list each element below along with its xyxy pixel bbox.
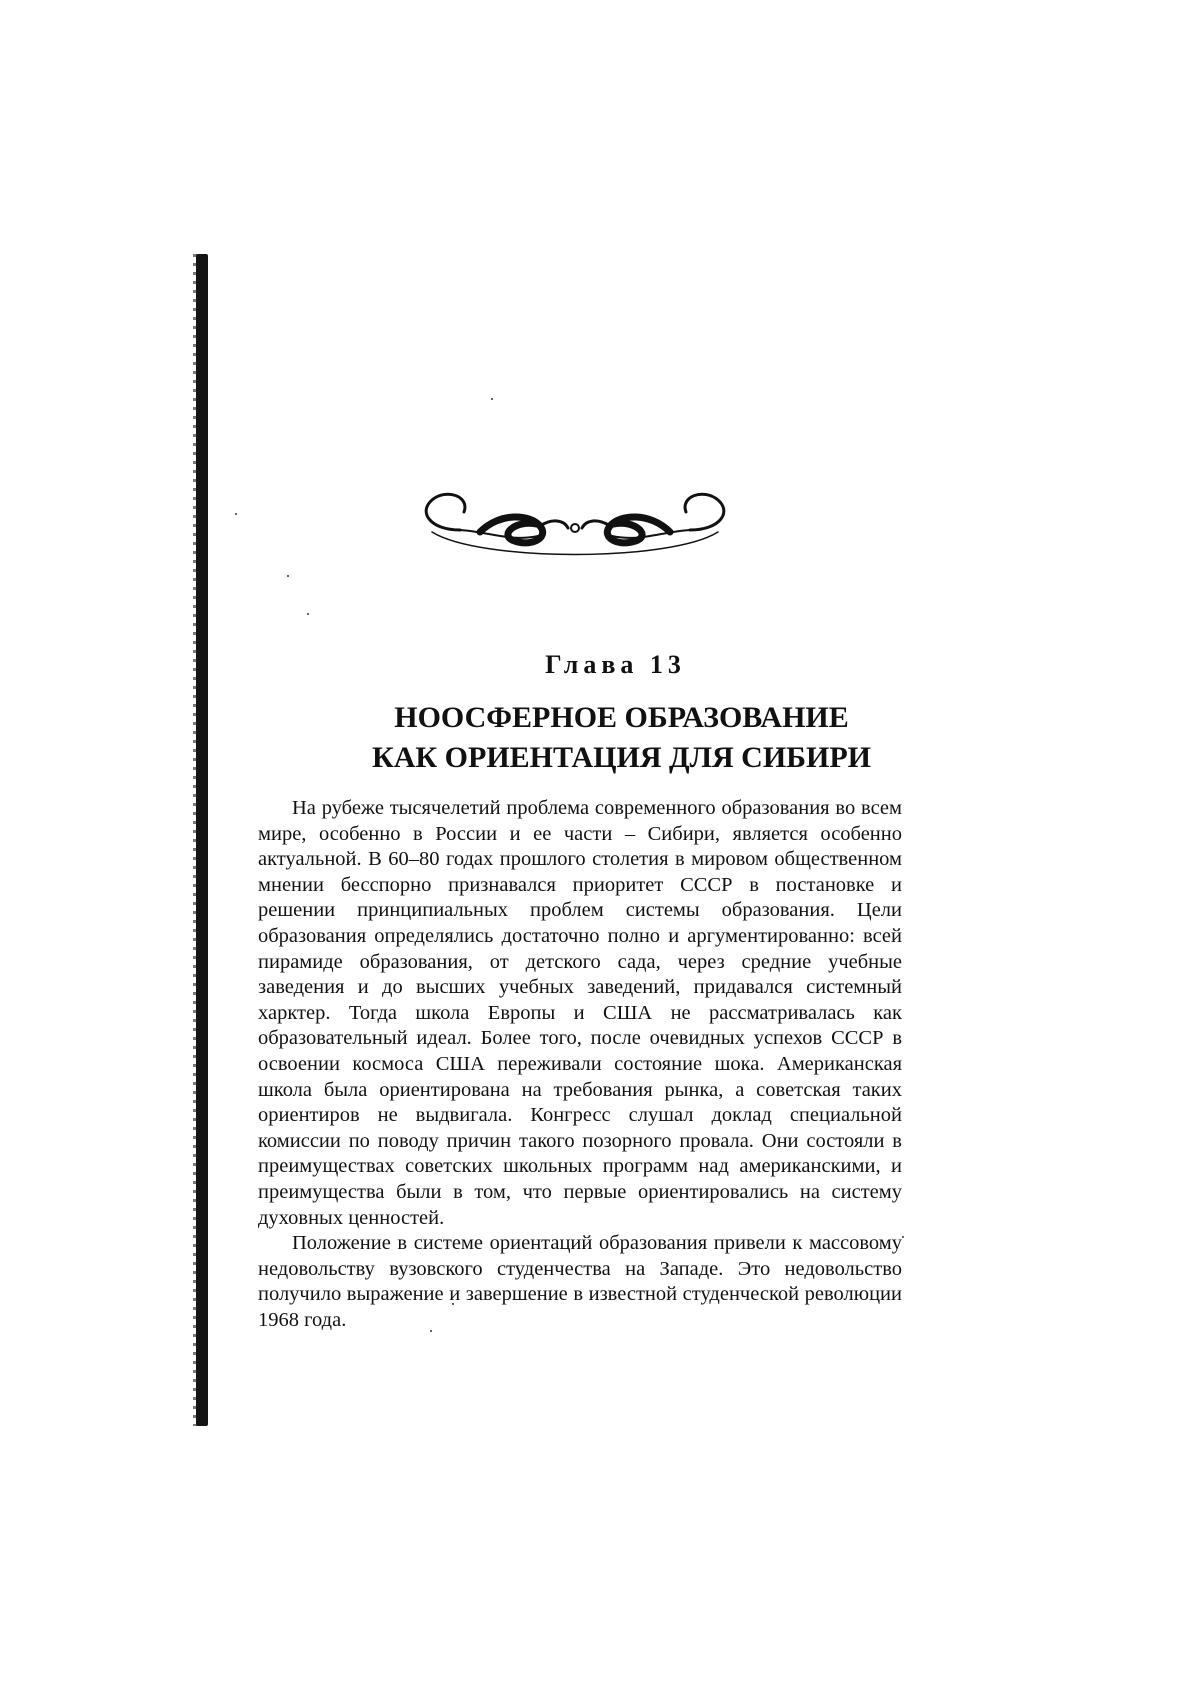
scan-speck xyxy=(287,575,289,577)
chapter-title-line: НООСФЕРНОЕ ОБРАЗОВАНИЕ xyxy=(394,701,849,734)
chapter-label: Глава 13 xyxy=(545,650,686,679)
chapter-title xyxy=(26,698,1191,778)
scan-speck xyxy=(902,1236,904,1238)
scan-speck xyxy=(307,613,309,615)
chapter-title-line: КАК ОРИЕНТАЦИЯ ДЛЯ СИБИРИ xyxy=(371,741,871,774)
paragraph: Положение в системе ориентаций образования привели к массовому недовольству вузовского студенчества на Западе. Это недовольство получило выражение и завершение в известной студенческой революции 1968 года. xyxy=(258,1232,902,1331)
binding-shadow xyxy=(196,254,208,1426)
scan-speck xyxy=(235,513,237,515)
chapter-body xyxy=(258,796,902,1333)
paragraph: На рубеже тысячелетий проблема современного образования во всем мире, особенно в России и ее части – Сибири, является особенно актуальной. В 60–80 годах прошлого столетия в мировом общественном мнении бесспорно признавался приоритет СССР в постановке и решении принципиальных проблем системы образования. Цели образования определялись достаточно полно и аргументированно: всей пирамиде образования, от детского сада, через средние учебные заведения и до высших учебных заведений, придавался системный харктер. Тогда школа Европы и США не рассматривалась как образовательный идеал. Более того, после очевидных успехов СССР в освоении космоса США переживали состояние шока. Американская школа была ориентирована на требования рынка, а советская таких ориентиров не выдвигала. Конгресс слушал доклад специальной комиссии по поводу причин такого позорного провала. Они состояли в преимуществах советских школьных программ над американскими, и преимущества были в том, что первые ориентировались на систему духовных ценностей. xyxy=(258,797,902,1229)
scan-speck xyxy=(491,398,493,400)
flourish-ornament-icon xyxy=(420,482,730,572)
